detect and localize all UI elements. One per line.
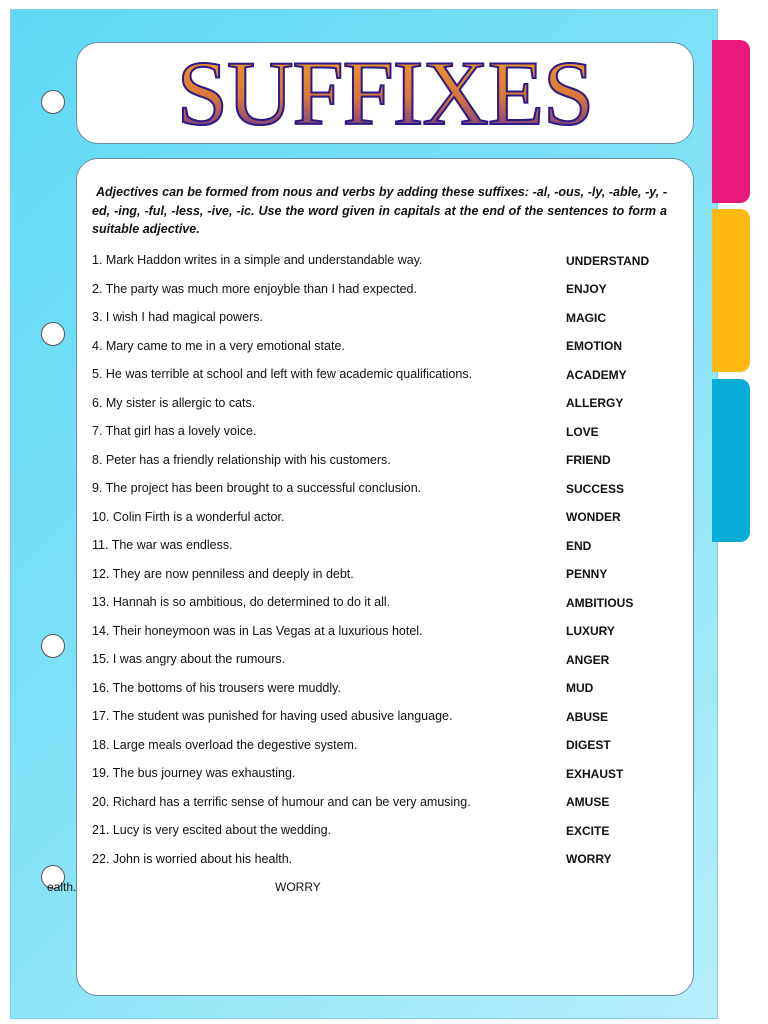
exercise-root-word: DIGEST <box>566 738 611 752</box>
tab-blue <box>712 379 750 542</box>
content-box <box>76 158 694 996</box>
exercise-root-word: FRIEND <box>566 453 611 467</box>
page-title: SUFFIXES <box>77 45 693 141</box>
instructions: Adjectives can be formed from nous and verbs by adding these suffixes: -al, -ous, -ly, -able, -y, -ed, -ing, -ful, -less, -ive, -ic. Use the word given in capitals at the end of the sentences to form a suitable adjective. <box>92 185 667 236</box>
exercise-root-word: ANGER <box>566 652 610 667</box>
stray-text: ealth. <box>47 880 77 894</box>
exercise-sentence: 19. The bus journey was exhausting. <box>92 766 296 780</box>
binder-hole <box>41 322 65 346</box>
exercise-sentence: 3. I wish I had magical powers. <box>92 310 263 324</box>
exercise-sentence: 10. Colin Firth is a wonderful actor. <box>92 509 285 524</box>
exercise-sentence: 7. That girl has a lovely voice. <box>92 424 257 438</box>
exercise-sentence: 22. John is worried about his health. <box>92 851 293 866</box>
exercise-root-word: WONDER <box>566 510 621 524</box>
exercise-sentence: 20. Richard has a terrific sense of humour and can be very amusing. <box>92 794 471 809</box>
exercise-sentence: 16. The bottoms of his trousers were muddly. <box>92 680 341 695</box>
exercise-root-word: UNDERSTAND <box>566 253 650 268</box>
tab-pink <box>712 40 750 203</box>
exercise-root-word: LOVE <box>566 424 599 439</box>
binder-hole <box>41 634 65 658</box>
exercise-sentence: 13. Hannah is so ambitious, do determined to do it all. <box>92 595 391 609</box>
exercise-sentence: 12. They are now penniless and deeply in debt. <box>92 566 354 581</box>
exercise-root-word: AMBITIOUS <box>566 595 634 610</box>
exercise-sentence: 18. Large meals overload the degestive system. <box>92 737 358 752</box>
exercise-root-word: SUCCESS <box>566 481 625 496</box>
exercise-root-word: WORRY <box>566 852 612 866</box>
exercise-root-word: EXHAUST <box>566 766 624 781</box>
exercise-root-word: LUXURY <box>566 624 615 638</box>
stray-word: WORRY <box>275 880 321 894</box>
exercise-root-word: ACADEMY <box>566 367 627 382</box>
tab-yellow <box>712 209 750 372</box>
exercise-root-word: EXCITE <box>566 823 610 838</box>
exercise-sentence: 6. My sister is allergic to cats. <box>92 395 256 410</box>
exercise-sentence: 9. The project has been brought to a successful conclusion. <box>92 481 422 495</box>
exercise-root-word: ENJOY <box>566 282 607 296</box>
exercise-sentence: 4. Mary came to me in a very emotional state. <box>92 338 345 353</box>
exercise-sentence: 11. The war was endless. <box>92 538 233 552</box>
exercise-root-word: MUD <box>566 681 594 695</box>
exercise-root-word: END <box>566 538 592 553</box>
exercise-root-word: MAGIC <box>566 310 606 325</box>
exercise-sentence: 17. The student was punished for having used abusive language. <box>92 709 453 723</box>
exercise-root-word: ABUSE <box>566 709 609 724</box>
exercise-root-word: AMUSE <box>566 795 610 809</box>
exercise-sentence: 21. Lucy is very escited about the wedding. <box>92 823 332 837</box>
exercise-sentence: 2. The party was much more enjoyble than I had expected. <box>92 281 417 296</box>
exercise-sentence: 5. He was terrible at school and left with few academic qualifications. <box>92 367 473 381</box>
binder-hole <box>41 90 65 114</box>
exercise-root-word: PENNY <box>566 567 608 581</box>
exercise-sentence: 1. Mark Haddon writes in a simple and understandable way. <box>92 253 423 267</box>
exercise-root-word: ALLERGY <box>566 396 624 410</box>
exercise-sentence: 14. Their honeymoon was in Las Vegas at a luxurious hotel. <box>92 623 423 638</box>
exercise-root-word: EMOTION <box>566 339 622 353</box>
title-box <box>76 42 694 144</box>
exercise-sentence: 15. I was angry about the rumours. <box>92 652 286 666</box>
exercise-sentence: 8. Peter has a friendly relationship with his customers. <box>92 452 391 467</box>
